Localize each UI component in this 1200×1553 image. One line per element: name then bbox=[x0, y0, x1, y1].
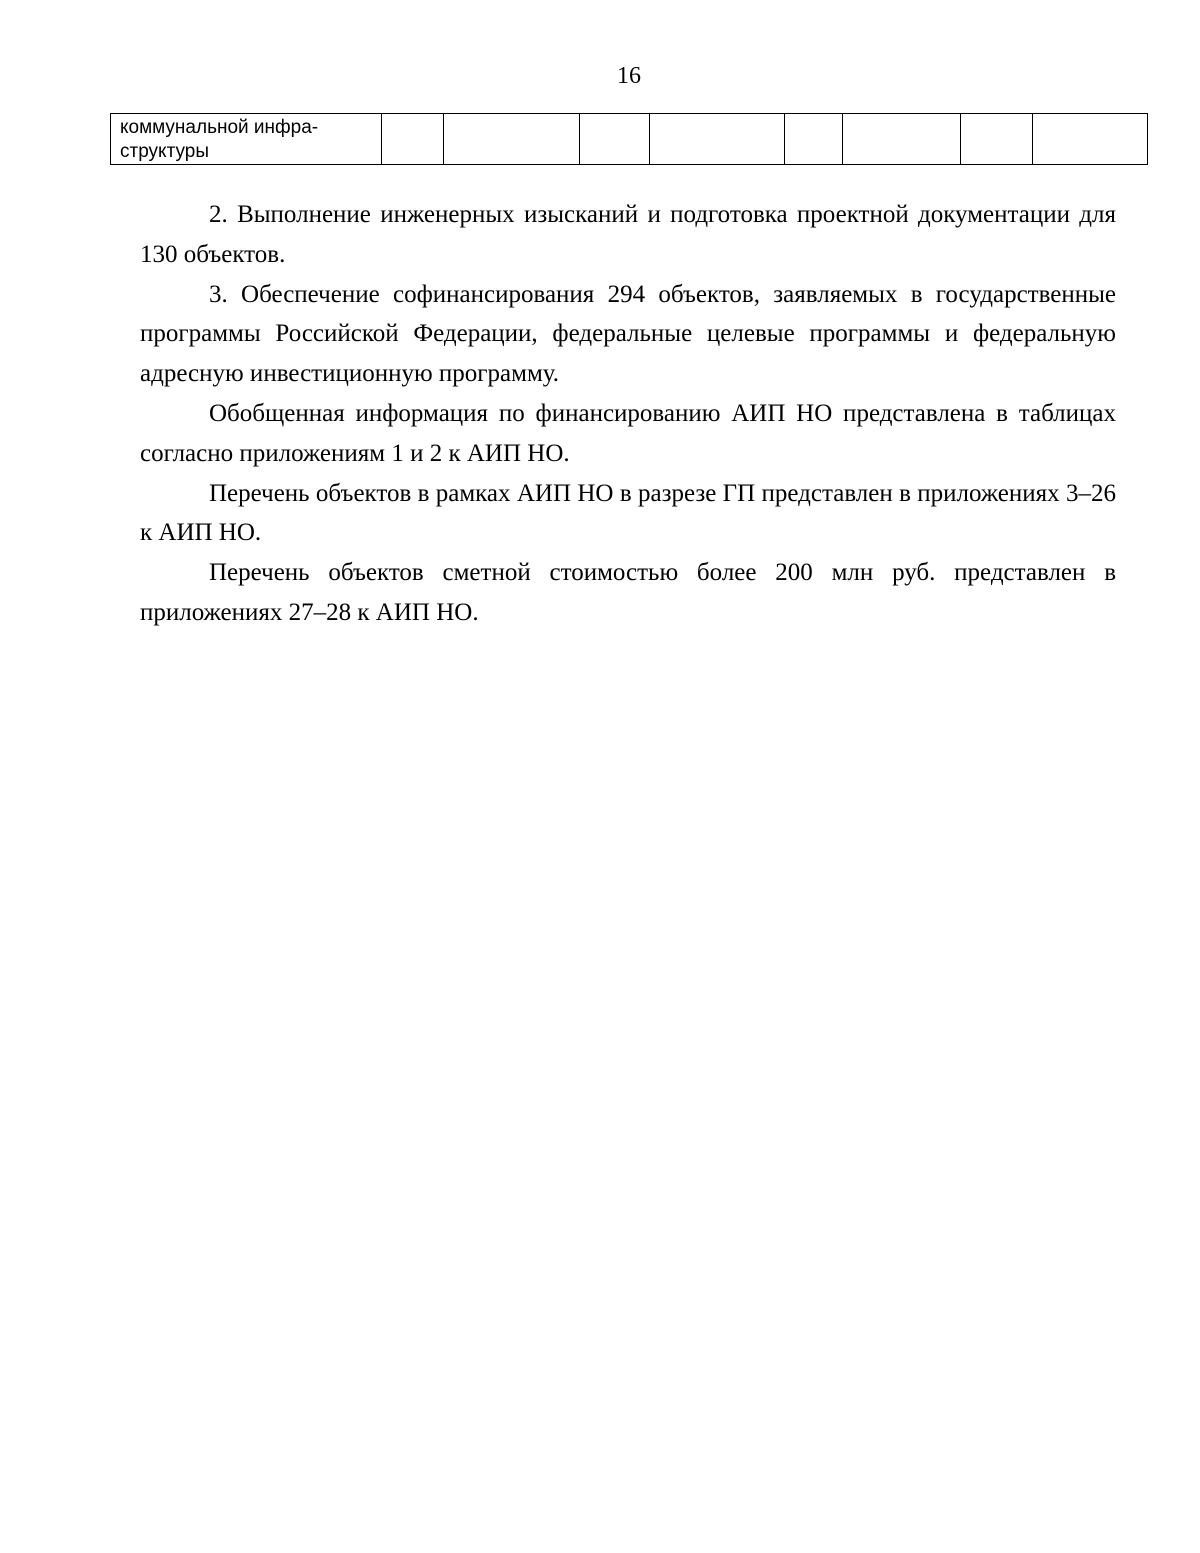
table-cell-empty bbox=[580, 114, 650, 165]
page-number: 16 bbox=[617, 63, 641, 89]
paragraph-objects-by-gp: Перечень объектов в рамках АИП НО в разрезе ГП представлен в приложениях 3–26 к АИП НО. bbox=[140, 479, 1116, 547]
table-cell-empty bbox=[444, 114, 580, 165]
table-cell-line-2: структуры bbox=[120, 141, 210, 162]
body-text bbox=[140, 195, 1116, 633]
paragraph-item-3: 3. Обеспечение софинансирования 294 объектов, заявляемых в государственные программы Российской Федерации, федеральные целевые программы и федеральную адресную инвестиционную программу. bbox=[140, 280, 1116, 388]
table-cell-empty bbox=[382, 114, 444, 165]
table-cell-empty bbox=[1033, 114, 1148, 165]
paragraph-financing-info: Обобщенная информация по финансированию АИП НО представлена в таблицах согласно приложениям 1 и 2 к АИП НО. bbox=[140, 399, 1116, 467]
table-cell-empty bbox=[843, 114, 961, 165]
table-row bbox=[111, 114, 1148, 165]
paragraph-objects-over-200m: Перечень объектов сметной стоимостью более 200 млн руб. представлен в приложениях 27–28 к АИП НО. bbox=[140, 559, 1116, 626]
table-cell-empty bbox=[785, 114, 843, 165]
continued-table bbox=[110, 113, 1148, 165]
table-cell-empty bbox=[961, 114, 1033, 165]
paragraph-item-2: 2. Выполнение инженерных изысканий и подготовка проектной документации для 130 объектов. bbox=[140, 201, 1116, 268]
table-cell-empty bbox=[650, 114, 785, 165]
table-cell-line-1: коммунальной инфра- bbox=[120, 117, 319, 138]
table-cell-label bbox=[111, 114, 382, 165]
